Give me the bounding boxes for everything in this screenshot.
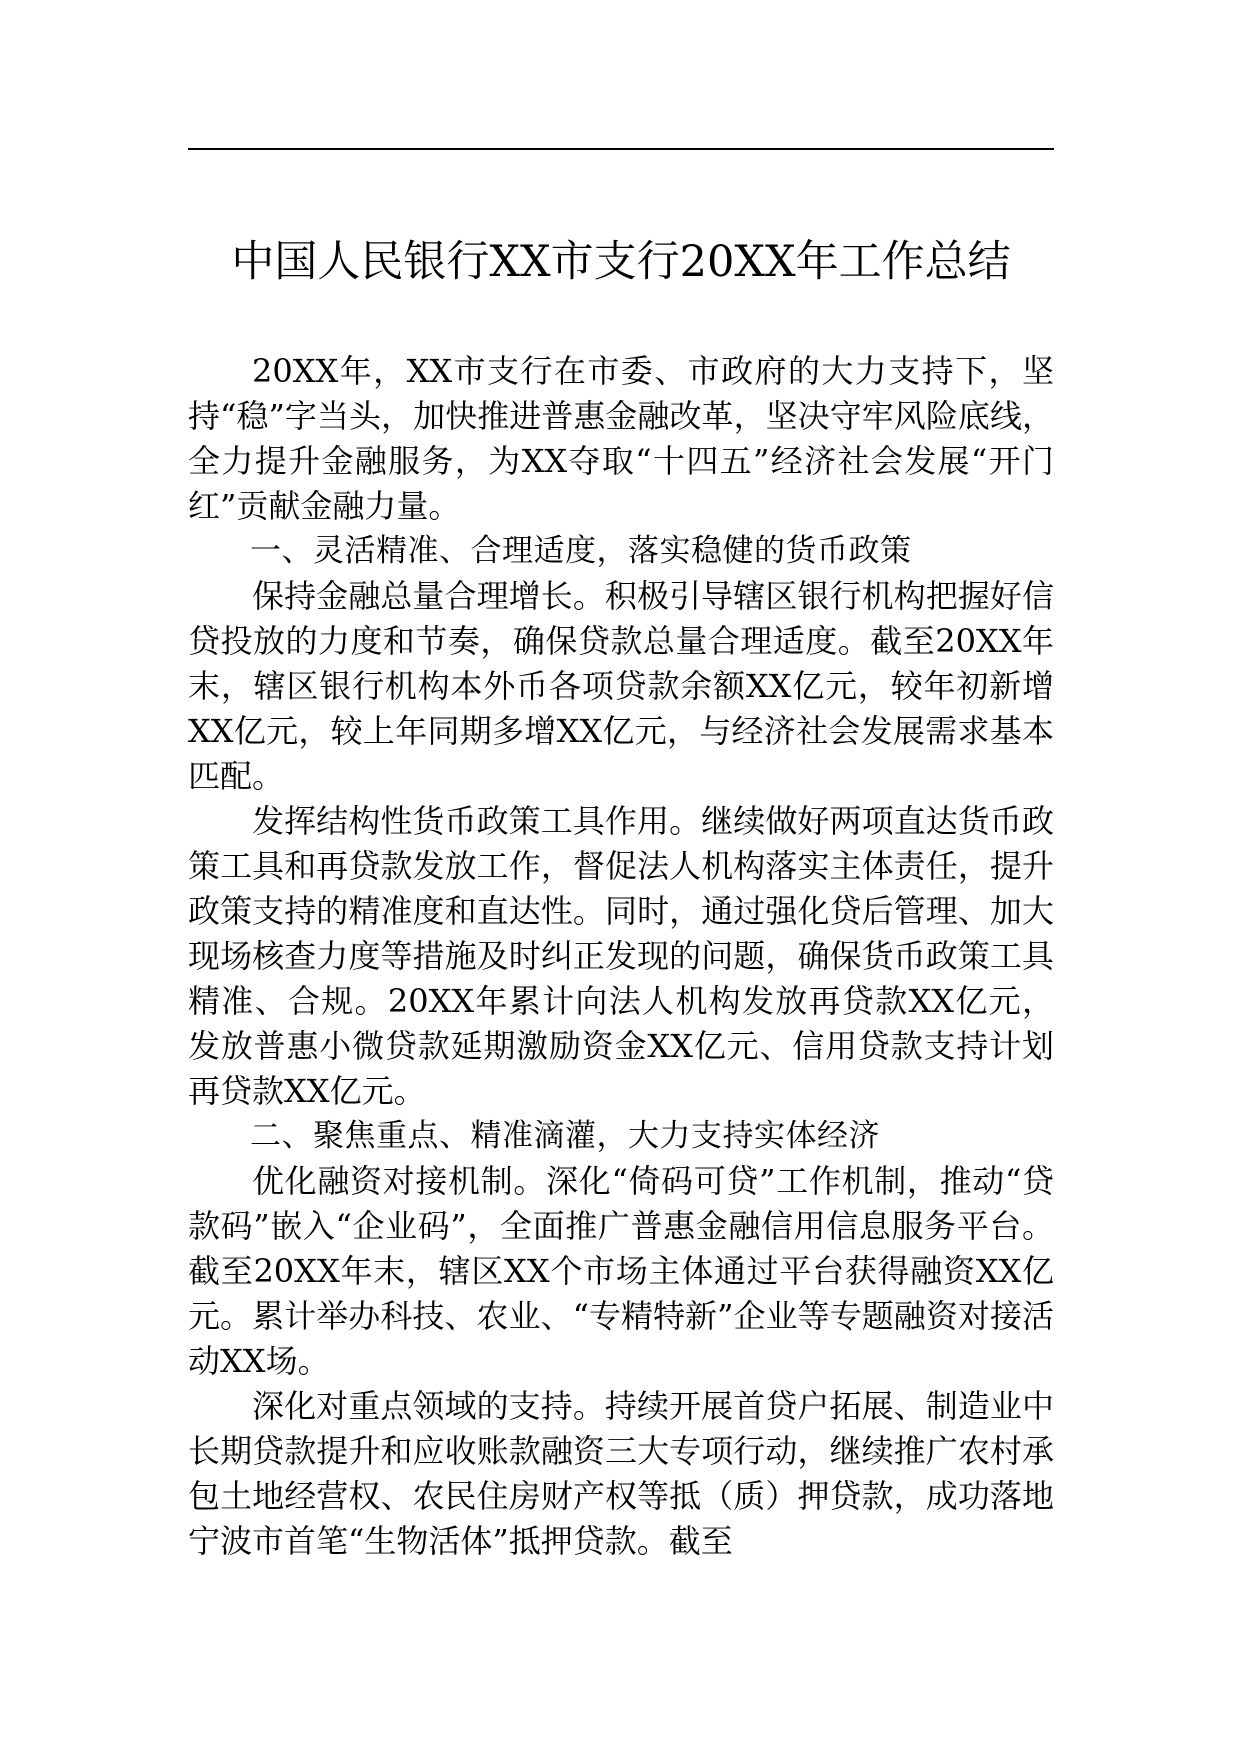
section-heading-2: 二、聚焦重点、精准滴灌，大力支持实体经济 [250,1118,880,1154]
body-paragraph: 保持金融总量合理增长。积极引导辖区银行机构把握好信贷投放的力度和节奏，确保贷款总量合理适度。截至20XX年末，辖区银行机构本外币各项贷款余额XX亿元，较年初新增XX亿元，较上年同期多增XX亿元，与经济社会发展需求基本匹配。 [188,577,1054,795]
section-heading-1: 一、灵活精准、合理适度，落实稳健的货币政策 [250,533,912,569]
body-paragraph: 发挥结构性货币政策工具作用。继续做好两项直达货币政策工具和再贷款发放工作，督促法人机构落实主体责任，提升政策支持的精准度和直达性。同时，通过强化贷后管理、加大现场核查力度等措施及时纠正发现的问题，确保货币政策工具精准、合规。20XX年累计向法人机构发放再贷款XX亿元，发放普惠小微贷款延期激励资金XX亿元、信用贷款支持计划再贷款XX亿元。 [188,802,1054,1110]
header-rule [188,148,1054,150]
document-title: 中国人民银行XX市支行20XX年工作总结 [231,237,1011,287]
document-body [188,349,1054,1564]
body-paragraph: 深化对重点领域的支持。持续开展首贷户拓展、制造业中长期贷款提升和应收账款融资三大专项行动，继续推广农村承包土地经营权、农民住房财产权等抵（质）押贷款，成功落地宁波市首笔“生物活体”抵押贷款。截至 [188,1387,1054,1560]
intro-paragraph: 20XX年，XX市支行在市委、市政府的大力支持下，坚持“稳”字当头，加快推进普惠金融改革，坚决守牢风险底线，全力提升金融服务，为XX夺取“十四五”经济社会发展“开门红”贡献金融力量。 [188,352,1054,525]
body-paragraph: 优化融资对接机制。深化“倚码可贷”工作机制，推动“贷款码”嵌入“企业码”，全面推广普惠金融信用信息服务平台。截至20XX年末，辖区XX个市场主体通过平台获得融资XX亿元。累计举办科技、农业、“专精特新”企业等专题融资对接活动XX场。 [188,1162,1054,1380]
